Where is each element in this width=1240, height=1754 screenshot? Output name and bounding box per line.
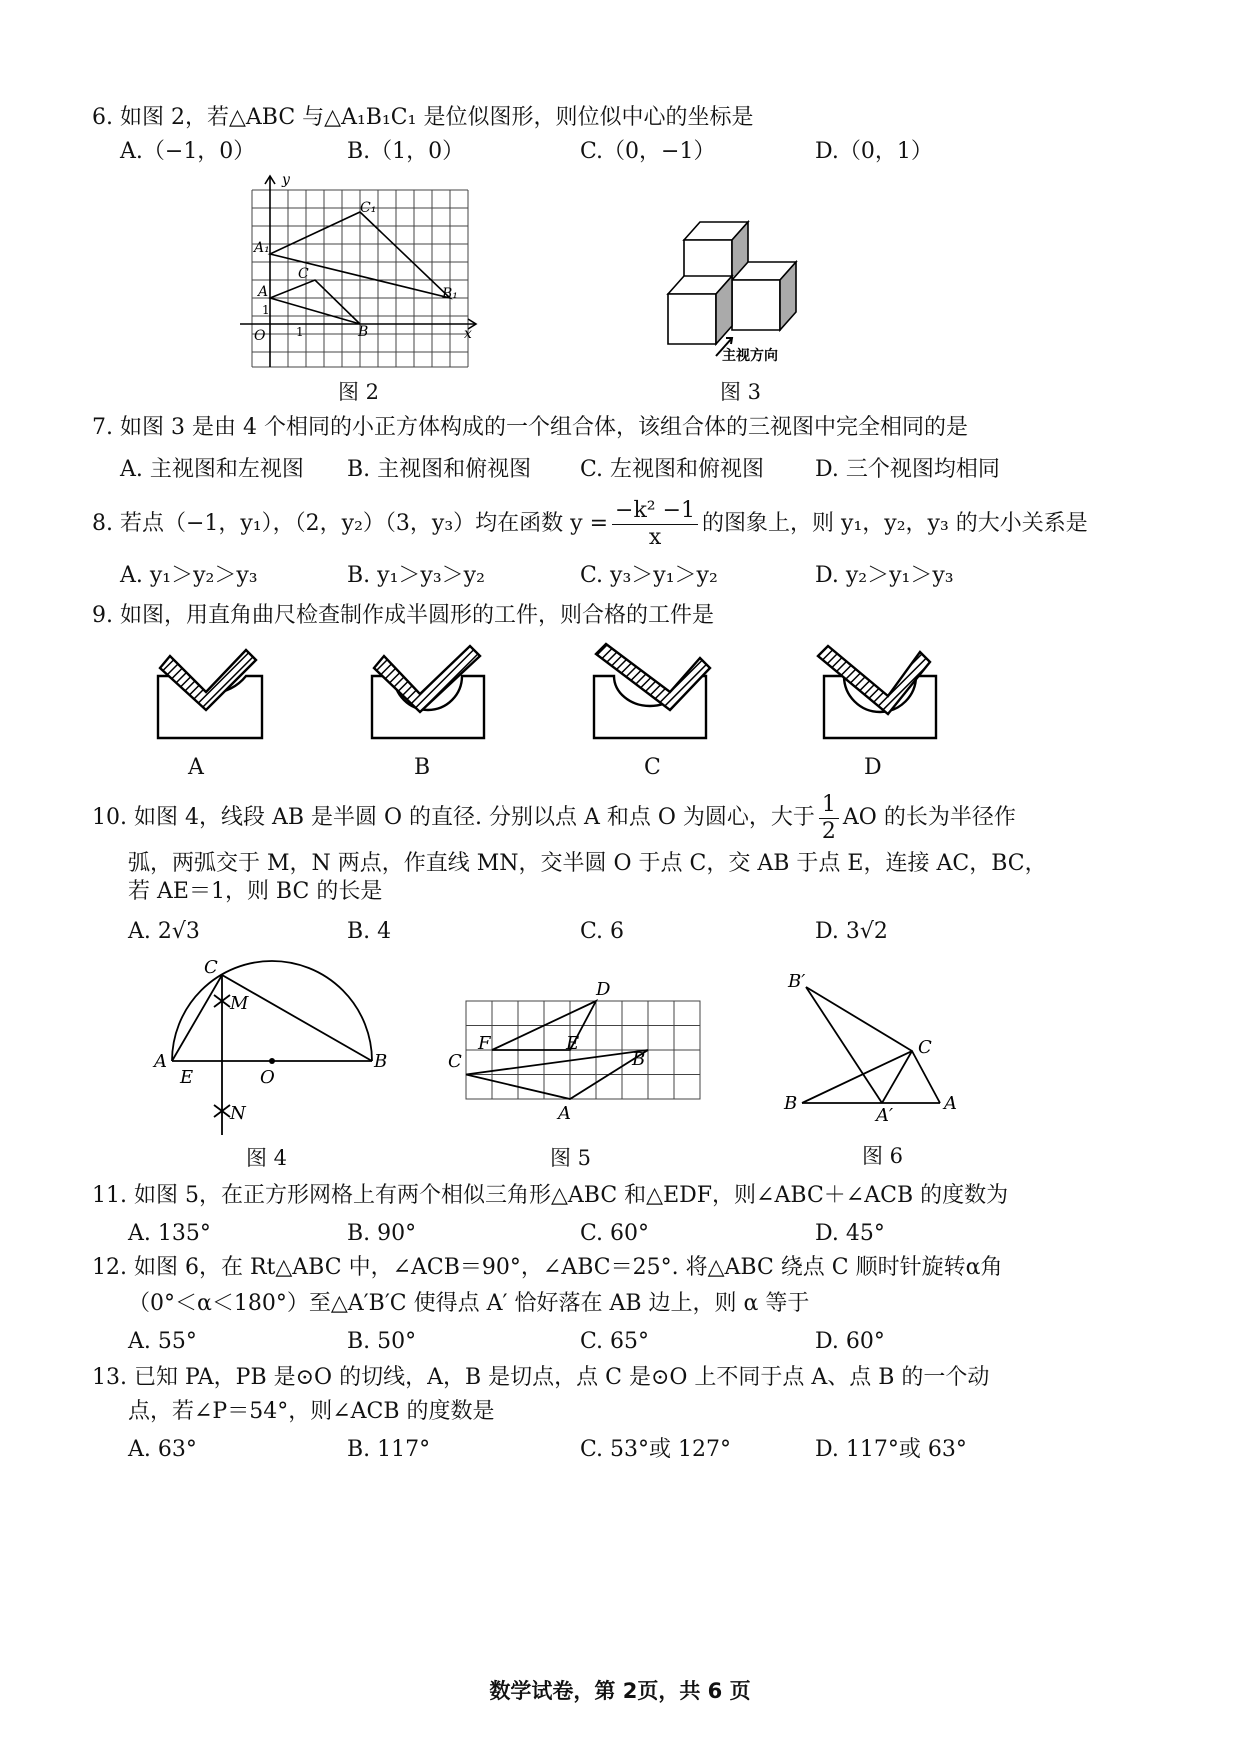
q13-option-b: B. 117° [347, 1437, 431, 1462]
fig3-view-label: 主视方向 [722, 348, 778, 364]
fig6-segment-b1a1 [806, 987, 882, 1103]
q11-option-d: D. 45° [815, 1221, 885, 1246]
q9-label-c: C [644, 755, 661, 780]
fig6-label-a1: A′ [876, 1105, 894, 1126]
fig5-label-c: C [448, 1051, 462, 1072]
q13-line1: 13. 已知 PA，PB 是⊙O 的切线，A，B 是切点，点 C 是⊙O 上不同于点 A、点 B 的一个动 [92, 1365, 990, 1390]
q10-line1 [92, 790, 1016, 846]
fig6-segment-b1c [806, 987, 912, 1051]
fig5-label-d: D [596, 979, 611, 1000]
q9-workpiece-b [372, 646, 484, 738]
fig2-label-b1: B₁ [442, 286, 458, 302]
q11-option-c: C. 60° [580, 1221, 650, 1246]
q8-frac-den: x [648, 524, 662, 550]
q10-line1-pre: 10. 如图 4，线段 AB 是半圆 O 的直径. 分别以点 A 和点 O 为圆心，大于 [92, 805, 815, 830]
q7-option-b: B. 主视图和俯视图 [347, 457, 532, 482]
q10-option-a: A. 2√3 [128, 919, 200, 944]
fig6-label-c: C [918, 1037, 932, 1058]
q6-option-d: D.（0，1） [815, 139, 933, 164]
q10-fraction [819, 792, 839, 845]
fig2-label-1x: 1 [296, 325, 304, 339]
q13-option-a: A. 63° [128, 1437, 197, 1462]
fig2-caption: 图 2 [338, 380, 380, 404]
fig6-caption: 图 6 [862, 1144, 904, 1168]
figure-3 [660, 210, 810, 370]
fig5-caption: 图 5 [550, 1146, 592, 1170]
fig2-label-x: x [464, 326, 472, 342]
page-footer: 数学试卷，第 2页，共 6 页 [489, 1679, 751, 1703]
q10-frac-den: 2 [821, 818, 836, 844]
q8-option-b: B. y₁＞y₃＞y₂ [347, 563, 485, 588]
fig6-label-b: B [784, 1093, 798, 1114]
fig2-label-1y: 1 [262, 303, 270, 317]
fig4-center-o [269, 1058, 275, 1064]
q9-workpiece-c [594, 644, 710, 738]
q11-option-b: B. 90° [347, 1221, 417, 1246]
q8-stem-pre: 8. 若点（−1，y₁），（2，y₂）（3，y₃）均在函数 y = [92, 511, 609, 536]
fig4-label-m: M [230, 993, 249, 1014]
fig6-label-a: A [944, 1093, 957, 1114]
fig2-grid [252, 190, 468, 367]
q9-figures [150, 640, 950, 750]
q9-label-d: D [864, 755, 882, 780]
fig4-label-o: O [260, 1067, 275, 1088]
fig4-caption: 图 4 [246, 1146, 288, 1170]
fig3-caption: 图 3 [720, 380, 762, 404]
q13-option-d: D. 117°或 63° [815, 1437, 967, 1462]
fig2-label-c: C [298, 266, 309, 282]
q9-label-a: A [188, 755, 204, 780]
fig5-label-f: F [478, 1033, 491, 1054]
fig5-label-a: A [558, 1103, 571, 1124]
figure-6 [780, 965, 980, 1125]
fig4-label-c: C [204, 957, 218, 978]
fig6-label-b1: B′ [788, 971, 806, 992]
q12-line2: （0°＜α＜180°）至△A′B′C 使得点 A′ 恰好落在 AB 边上，则 α 等于 [128, 1291, 810, 1316]
q12-option-c: C. 65° [580, 1329, 650, 1354]
q9-workpiece-d [818, 646, 936, 738]
q10-option-b: B. 4 [347, 919, 392, 944]
q8-fraction [612, 498, 698, 551]
q9-workpiece-a [158, 650, 262, 738]
q6-option-b: B.（1，0） [347, 139, 465, 164]
fig4-chords-ac-bc [172, 975, 372, 1061]
q7-option-a: A. 主视图和左视图 [120, 457, 304, 482]
fig2-label-b: B [358, 324, 369, 340]
fig4-label-a: A [154, 1051, 167, 1072]
q8-stem-post: 的图象上，则 y₁，y₂，y₃ 的大小关系是 [702, 511, 1088, 536]
fig2-label-a1: A₁ [254, 240, 270, 256]
fig2-label-y: y [282, 172, 290, 188]
q10-option-d: D. 3√2 [815, 919, 888, 944]
q7-stem: 7. 如图 3 是由 4 个相同的小正方体构成的一个组合体，该组合体的三视图中完全相同的是 [92, 415, 968, 440]
q13-line2: 点，若∠P＝54°，则∠ACB 的度数是 [128, 1399, 495, 1424]
fig2-label-o: O [254, 328, 266, 344]
q8-stem [92, 496, 1088, 552]
q8-option-a: A. y₁＞y₂＞y₃ [120, 563, 258, 588]
fig2-label-a: A [258, 284, 269, 300]
q10-option-c: C. 6 [580, 919, 625, 944]
q6-option-c: C.（0，−1） [580, 139, 716, 164]
figure-5 [440, 975, 710, 1125]
q8-option-c: C. y₃＞y₁＞y₂ [580, 563, 718, 588]
figure-2 [240, 170, 480, 370]
q10-frac-num: 1 [819, 792, 839, 819]
fig5-label-b: B [632, 1049, 646, 1070]
q6-option-a: A.（−1，0） [120, 139, 256, 164]
fig2-label-c1: C₁ [360, 200, 377, 216]
fig6-triangle-abc-sides [802, 1051, 940, 1103]
q7-option-c: C. 左视图和俯视图 [580, 457, 765, 482]
fig2-triangle-abc [270, 280, 360, 324]
q10-line1-post: AO 的长为半径作 [842, 805, 1016, 830]
figure-4 [150, 955, 400, 1145]
q11-option-a: A. 135° [128, 1221, 211, 1246]
fig4-label-n: N [230, 1103, 246, 1124]
q12-option-b: B. 50° [347, 1329, 417, 1354]
q10-line2: 弧，两弧交于 M，N 两点，作直线 MN，交半圆 O 于点 C，交 AB 于点 E，连接 AC，BC， [128, 851, 1047, 876]
q8-option-d: D. y₂＞y₁＞y₃ [815, 563, 954, 588]
fig4-label-b: B [374, 1051, 388, 1072]
q12-option-d: D. 60° [815, 1329, 885, 1354]
q11-stem: 11. 如图 5，在正方形网格上有两个相似三角形△ABC 和△EDF，则∠ABC＋∠ACB 的度数为 [92, 1183, 1009, 1208]
fig5-label-e: E [566, 1033, 580, 1054]
q9-label-b: B [414, 755, 431, 780]
q12-option-a: A. 55° [128, 1329, 197, 1354]
q7-option-d: D. 三个视图均相同 [815, 457, 1000, 482]
q13-option-c: C. 53°或 127° [580, 1437, 732, 1462]
q10-line3: 若 AE＝1，则 BC 的长是 [128, 879, 383, 904]
q6-stem: 6. 如图 2，若△ABC 与△A₁B₁C₁ 是位似图形，则位似中心的坐标是 [92, 105, 754, 130]
q9-stem: 9. 如图，用直角曲尺检查制作成半圆形的工件，则合格的工件是 [92, 603, 714, 628]
q8-frac-num: −k² −1 [612, 498, 698, 525]
fig4-label-e: E [180, 1067, 194, 1088]
q12-line1: 12. 如图 6，在 Rt△ABC 中，∠ACB＝90°，∠ABC＝25°. 将△ABC 绕点 C 顺时针旋转α角 [92, 1255, 1003, 1280]
